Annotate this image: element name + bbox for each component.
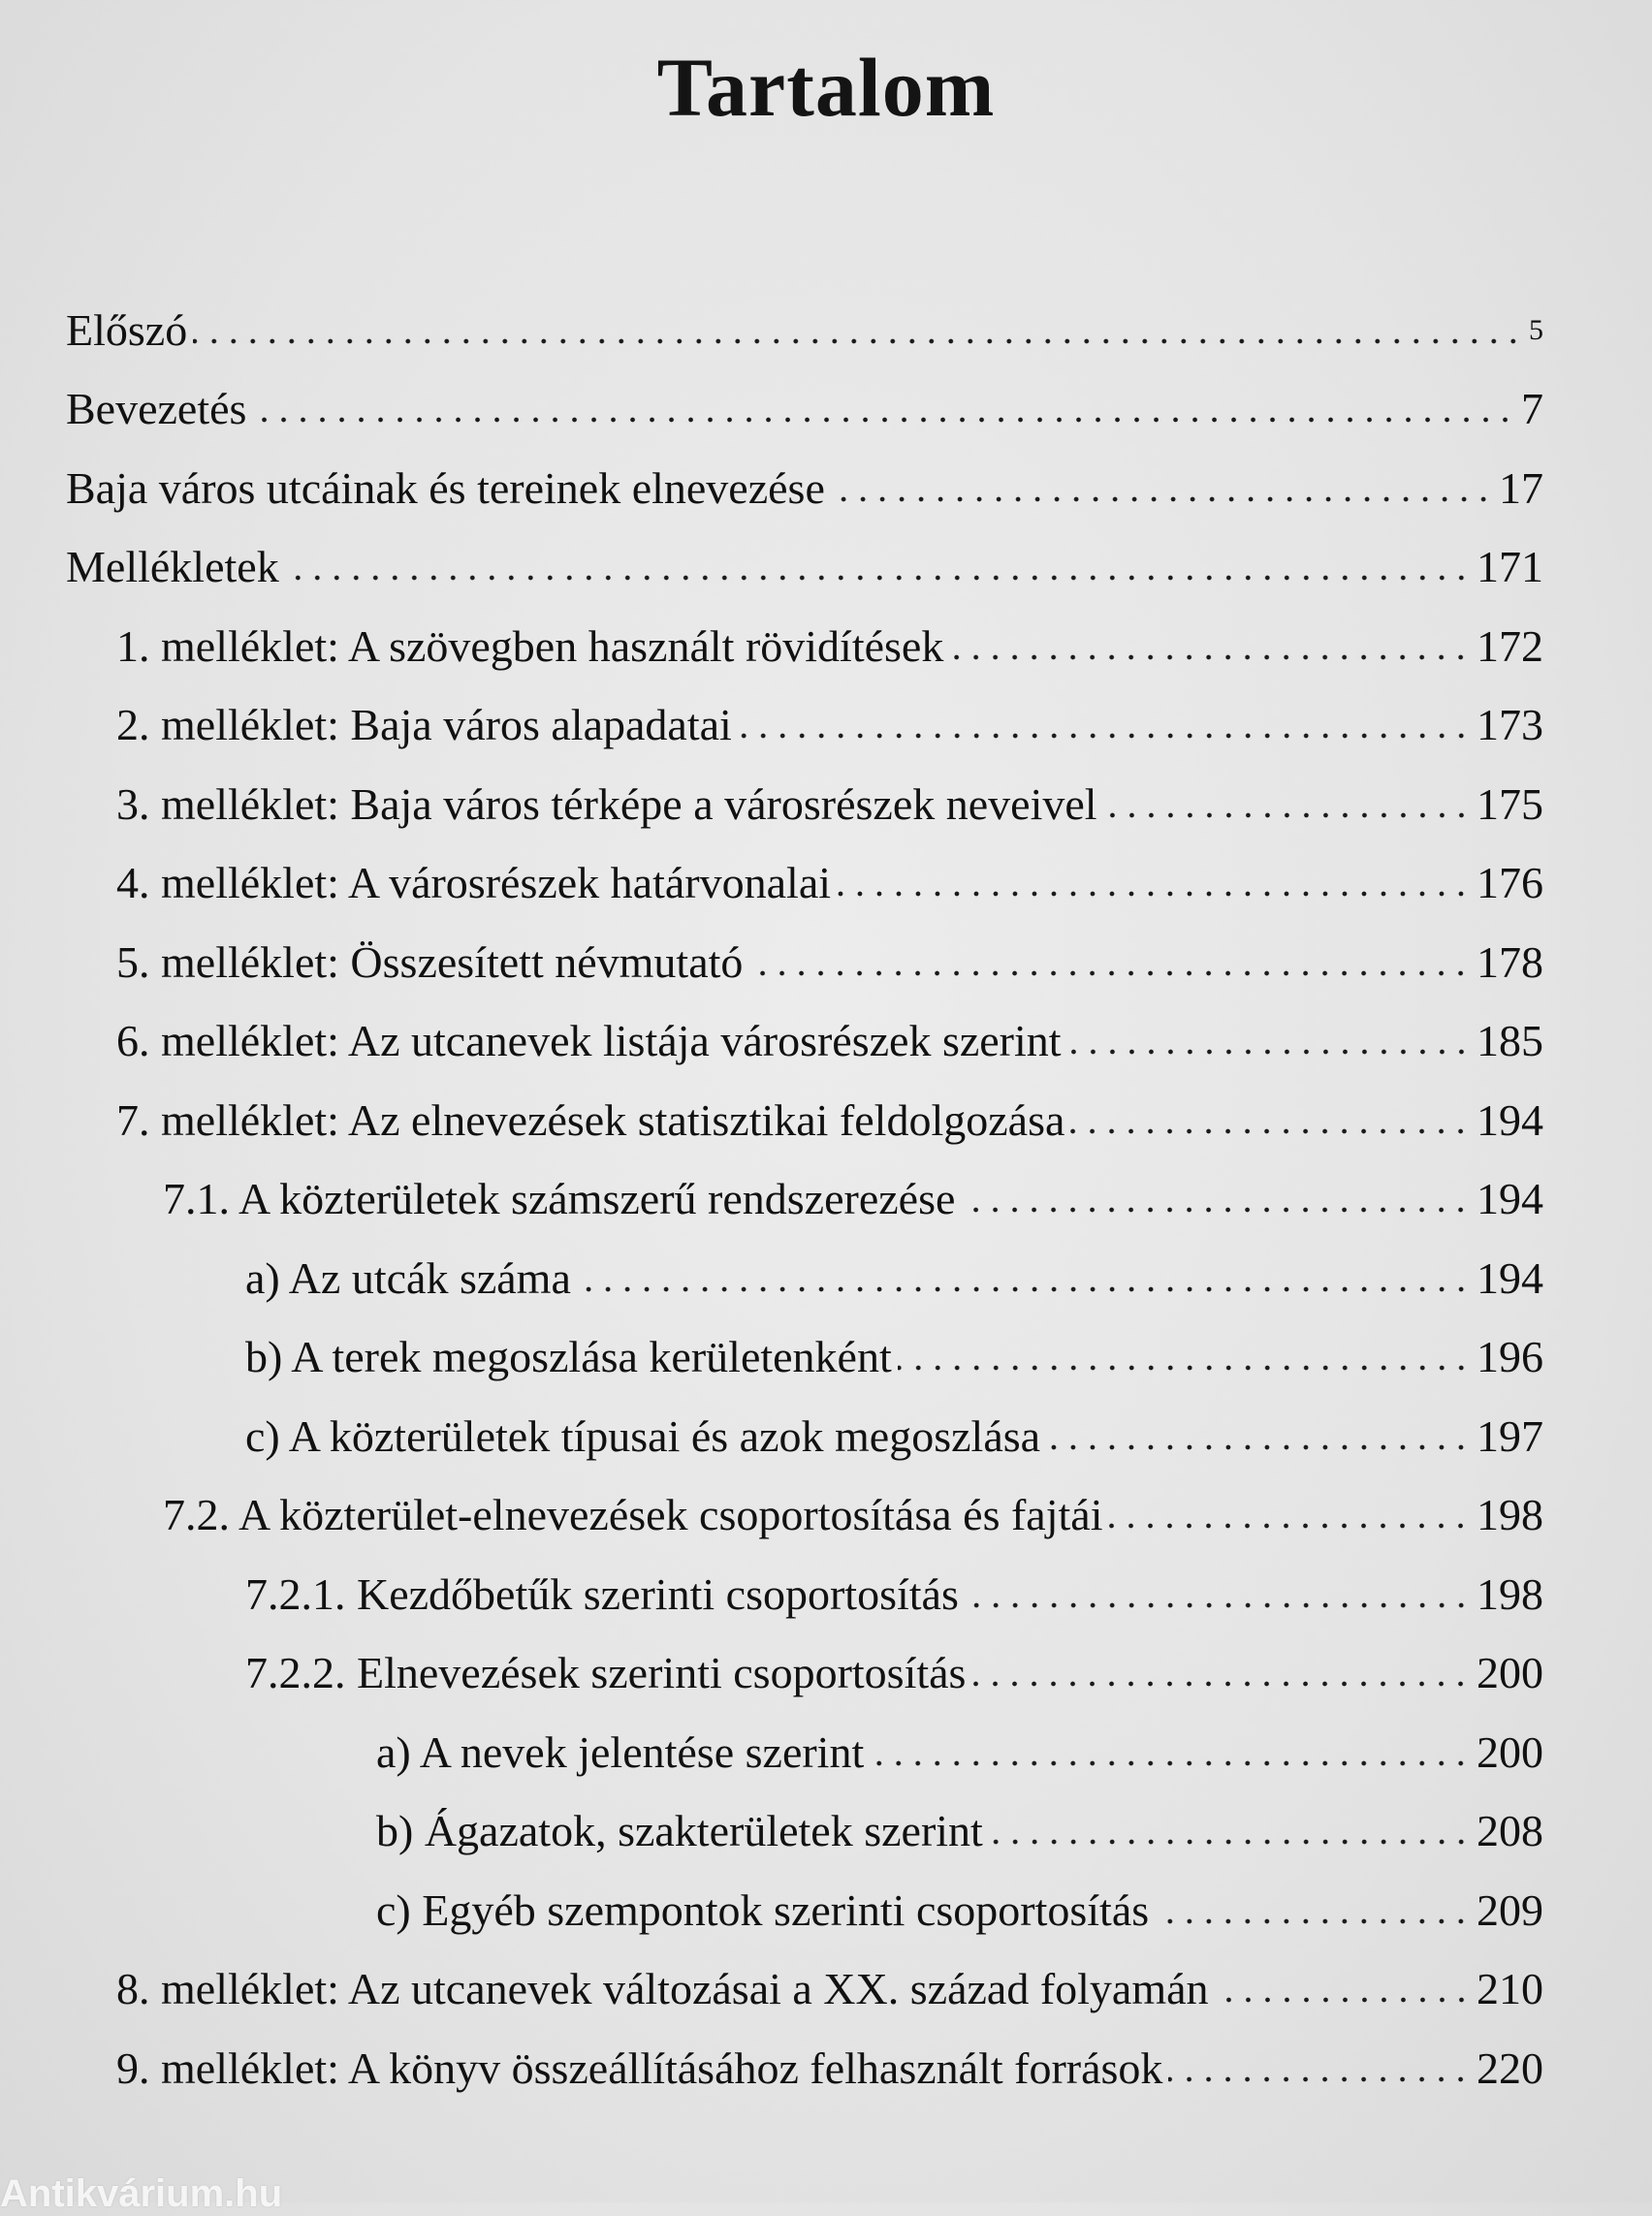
toc-entry[interactable] xyxy=(66,1792,1543,1872)
toc-entry[interactable] xyxy=(66,1318,1543,1398)
toc-entry[interactable] xyxy=(66,370,1543,450)
toc-entry-title: Mellékletek xyxy=(66,542,279,592)
dot-leader xyxy=(949,650,1471,664)
dot-leader xyxy=(965,1599,1471,1612)
toc-entry-page: 175 xyxy=(1477,778,1543,829)
toc-entry-page: 200 xyxy=(1477,1726,1543,1777)
toc-entry-page: 200 xyxy=(1477,1648,1543,1698)
toc-entry-page: 198 xyxy=(1477,1490,1543,1540)
toc-entry-title: 7.1. A közterületek számszerű rendszerezése xyxy=(163,1174,956,1224)
toc-entry[interactable] xyxy=(66,1476,1543,1556)
toc-entry-page: 194 xyxy=(1477,1094,1543,1145)
site-watermark: Antikvárium.hu xyxy=(0,2172,283,2215)
toc-entry-page: 185 xyxy=(1477,1016,1543,1066)
dot-leader xyxy=(898,1361,1471,1375)
toc-entry-page: 194 xyxy=(1477,1252,1543,1303)
toc-entry-title: 7.2.1. Kezdőbetűk szerinti csoportosítás xyxy=(245,1568,959,1619)
toc-entry[interactable] xyxy=(66,686,1543,766)
toc-entry-title: 5. melléklet: Összesített névmutató xyxy=(116,936,744,987)
toc-entry-title: 9. melléklet: A könyv összeállításához felhasznált források xyxy=(116,2042,1163,2093)
toc-entry[interactable] xyxy=(66,1239,1543,1318)
dot-leader xyxy=(252,413,1515,427)
toc-entry[interactable] xyxy=(66,1555,1543,1634)
dot-leader xyxy=(738,729,1471,743)
dot-leader xyxy=(1103,808,1471,822)
toc-entry-title: a) Az utcák száma xyxy=(245,1252,571,1303)
toc-entry[interactable] xyxy=(66,1713,1543,1792)
toc-entry-page: 178 xyxy=(1477,936,1543,987)
toc-entry-page: 5 xyxy=(1529,313,1543,346)
dot-leader xyxy=(971,1677,1471,1691)
toc-entry[interactable] xyxy=(66,765,1543,844)
toc-entry[interactable] xyxy=(66,1950,1543,2030)
toc-entry-title: Bevezetés xyxy=(66,384,247,434)
toc-entry[interactable] xyxy=(66,1871,1543,1950)
dot-leader xyxy=(1108,1519,1471,1533)
toc-entry-title: b) Ágazatok, szakterületek szerint xyxy=(376,1806,983,1856)
toc-entry-page: 198 xyxy=(1477,1568,1543,1619)
toc-entry[interactable] xyxy=(66,1160,1543,1240)
toc-entry-page: 176 xyxy=(1477,858,1543,908)
toc-entry[interactable] xyxy=(66,2029,1543,2108)
toc-entry-page: 210 xyxy=(1477,1964,1543,2014)
toc-entry-page: 196 xyxy=(1477,1332,1543,1382)
toc-entry-page: 209 xyxy=(1477,1884,1543,1935)
toc-entry-title: 7.2. A közterület-elnevezések csoportosítása és fajtái xyxy=(163,1490,1103,1540)
toc-entry[interactable] xyxy=(66,449,1543,528)
toc-entry[interactable] xyxy=(66,291,1543,370)
toc-entry[interactable] xyxy=(66,1397,1543,1476)
toc-entry-title: c) Egyéb szempontok szerinti csoportosítás xyxy=(376,1884,1150,1935)
toc-entry-page: 171 xyxy=(1477,542,1543,592)
dot-leader xyxy=(1168,2073,1471,2086)
toc-entry-title: Előszó xyxy=(66,304,188,355)
toc-entry-title: 8. melléklet: Az utcanevek változásai a XX. század folyamán xyxy=(116,1964,1209,2014)
dot-leader xyxy=(1155,1915,1471,1928)
toc-entry-page: 194 xyxy=(1477,1174,1543,1224)
dot-leader xyxy=(748,966,1471,980)
toc-entry-page: 7 xyxy=(1521,384,1543,434)
toc-entry-title: 1. melléklet: A szövegben használt rövidítések xyxy=(116,620,944,671)
toc-entry-title: 2. melléklet: Baja város alapadatai xyxy=(116,700,732,750)
toc-entry-title: 7.2.2. Elnevezések szerinti csoportosítás xyxy=(245,1648,967,1698)
dot-leader xyxy=(1067,1045,1471,1059)
toc-entry-page: 173 xyxy=(1477,700,1543,750)
toc-entry-page: 220 xyxy=(1477,2042,1543,2093)
toc-entry[interactable] xyxy=(66,607,1543,686)
toc-entry[interactable] xyxy=(66,1002,1543,1082)
dot-leader xyxy=(1046,1440,1471,1454)
dot-leader xyxy=(989,1835,1471,1849)
toc-entry-page: 197 xyxy=(1477,1410,1543,1461)
toc-entry[interactable] xyxy=(66,1634,1543,1714)
toc-entry-page: 172 xyxy=(1477,620,1543,671)
toc-entry[interactable] xyxy=(66,1081,1543,1160)
dot-leader xyxy=(193,334,1523,348)
toc-entry-title: 7. melléklet: Az elnevezések statisztikai feldolgozása xyxy=(116,1094,1065,1145)
dot-leader xyxy=(1070,1124,1471,1138)
toc-entry-title: 4. melléklet: A városrészek határvonalai xyxy=(116,858,832,908)
dot-leader xyxy=(285,571,1471,585)
table-of-contents xyxy=(66,291,1543,2108)
page-title: Tartalom xyxy=(656,41,996,134)
dot-leader xyxy=(961,1203,1471,1217)
dot-leader xyxy=(577,1282,1471,1296)
dot-leader xyxy=(870,1757,1471,1770)
toc-entry[interactable] xyxy=(66,923,1543,1002)
dot-leader xyxy=(837,887,1471,901)
toc-entry-title: b) A terek megoszlása kerületenként xyxy=(245,1332,892,1382)
toc-entry[interactable] xyxy=(66,844,1543,924)
toc-entry-title: 3. melléklet: Baja város térképe a városrészek neveivel xyxy=(116,778,1097,829)
dot-leader xyxy=(1215,1993,1471,2007)
toc-entry-page: 208 xyxy=(1477,1806,1543,1856)
toc-entry-page: 17 xyxy=(1499,462,1543,513)
toc-entry-title: a) A nevek jelentése szerint xyxy=(376,1726,865,1777)
dot-leader xyxy=(831,492,1493,506)
toc-entry[interactable] xyxy=(66,528,1543,608)
toc-entry-title: Baja város utcáinak és tereinek elnevezése xyxy=(66,462,825,513)
toc-entry-title: 6. melléklet: Az utcanevek listája városrészek szerint xyxy=(116,1016,1062,1066)
toc-entry-title: c) A közterületek típusai és azok megoszlása xyxy=(245,1410,1041,1461)
